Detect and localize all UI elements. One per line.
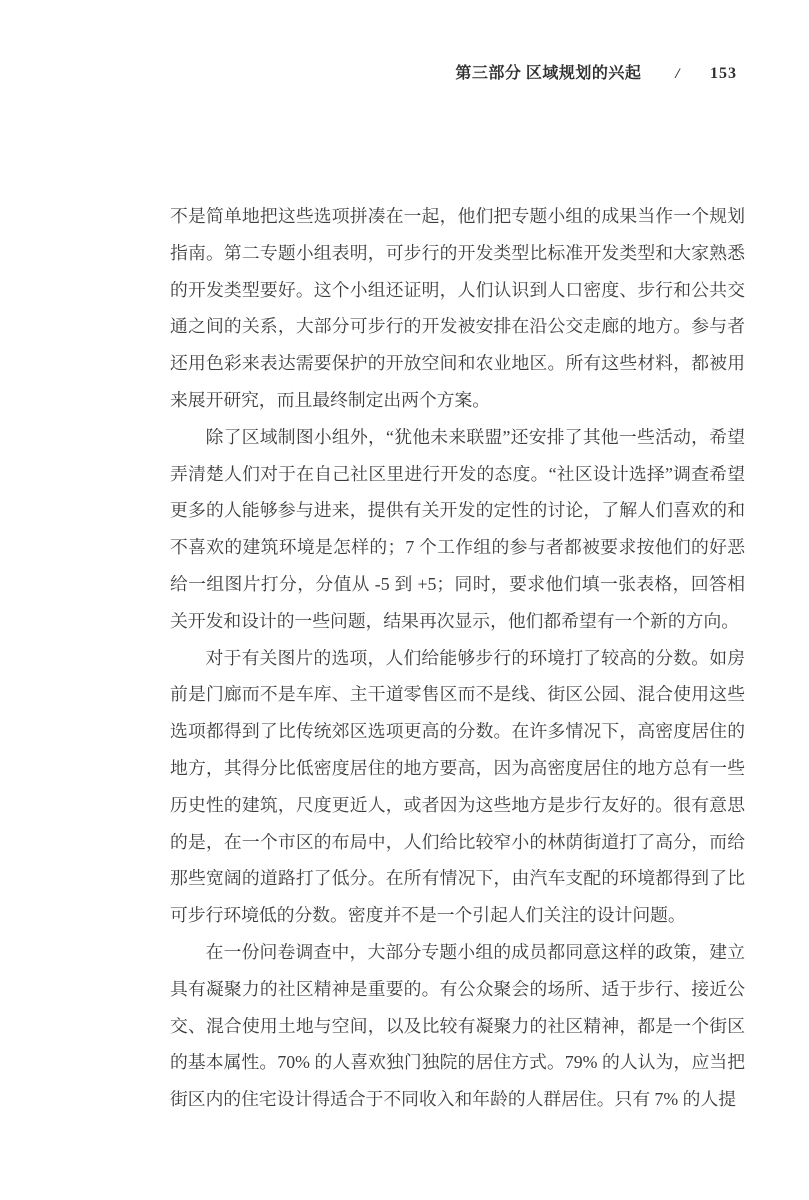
- section-title: 第三部分 区域规划的兴起: [455, 65, 642, 82]
- header-separator: /: [675, 66, 680, 82]
- paragraph: 在一份问卷调查中，大部分专题小组的成员都同意这样的政策，建立具有凝聚力的社区精神是重要的。有公众聚会的场所、适于步行、接近公交、混合使用土地与空间，以及比较有凝聚力的社区精神，都是一个街区的基本属性。70% 的人喜欢独门独院的居住方式。79% 的人认为，应当把街区内的住宅设计得适合于不同收入和年龄的人群居住。只有 7% 的人提: [170, 941, 745, 1110]
- page-number: 153: [710, 65, 737, 82]
- body-text: [170, 198, 745, 1118]
- paragraph: 对于有关图片的选项，人们给能够步行的环境打了较高的分数。如房前是门廊而不是车库、主干道零售区而不是线、街区公园、混合使用这些选项都得到了比传统郊区选项更高的分数。在许多情况下，高密度居住的地方，其得分比低密度居住的地方要高，因为高密度居住的地方总有一些历史性的建筑，尺度更近人，或者因为这些地方是步行友好的。很有意思的是，在一个市区的布局中，人们给比较窄小的林荫街道打了高分，而给那些宽阔的道路打了低分。在所有情况下，由汽车支配的环境都得到了比可步行环境低的分数。密度并不是一个引起人们关注的设计问题。: [170, 647, 745, 926]
- paragraph: 不是简单地把这些选项拼凑在一起，他们把专题小组的成果当作一个规划指南。第二专题小组表明，可步行的开发类型比标准开发类型和大家熟悉的开发类型要好。这个小组还证明，人们认识到人口密度、步行和公共交通之间的关系，大部分可步行的开发被安排在沿公交走廊的地方。参与者还用色彩来表达需要保护的开放空间和农业地区。所有这些材料，都被用来展开研究，而且最终制定出两个方案。: [170, 206, 745, 410]
- paragraph: 除了区域制图小组外，“犹他未来联盟”还安排了其他一些活动，希望弄清楚人们对于在自己社区里进行开发的态度。“社区设计选择”调查希望更多的人能够参与进来，提供有关开发的定性的讨论，了解人们喜欢的和不喜欢的建筑环境是怎样的；7 个工作组的参与者都被要求按他们的好恶给一组图片打分，分值从 -5 到 +5；同时，要求他们填一张表格，回答相关开发和设计的一些问题，结果再次显示，他们都希望有一个新的方向。: [170, 426, 745, 631]
- running-head: [455, 60, 737, 83]
